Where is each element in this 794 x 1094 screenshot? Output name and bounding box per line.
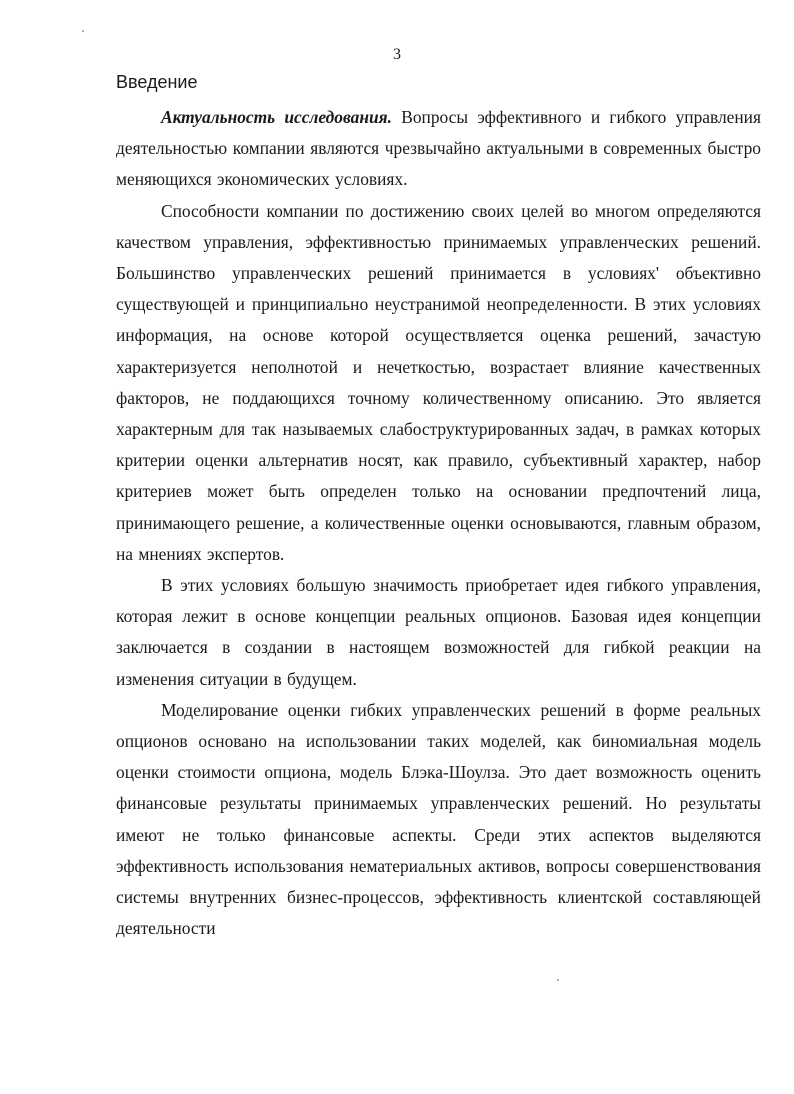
paragraph-relevance — [116, 102, 761, 196]
page-number: 3 — [393, 46, 401, 63]
scan-speck — [82, 30, 84, 32]
paragraph-text: Вопросы эффективного и гибкого управления деятельностью компании являются чрезвычайно актуальными в современных быстро меняющихся экономических условиях. — [116, 107, 761, 190]
body-text — [116, 102, 761, 944]
scan-speck — [557, 979, 559, 981]
section-heading: Введение — [116, 72, 198, 92]
paragraph-lead: Актуальность исследования. — [161, 107, 392, 127]
paragraph-uncertainty: Способности компании по достижению своих целей во многом определяются качеством управления, эффективностью принимаемых управленческих решений. Большинство управленческих решений принимается в условиях' объективно существующей и принципиально неустранимой неопределенности. В этих условиях информация, на основе которой осуществляется оценка решений, зачастую характеризуется неполнотой и нечеткостью, возрастает влияние качественных факторов, не поддающихся точному количественному описанию. Это является характерным для так называемых слабоструктурированных задач, в рамках которых критерии оценки альтернатив носят, как правило, субъективный характер, набор критериев может быть определен только на основании предпочтений лица, принимающего решение, а количественные оценки основываются, главным образом, на мнениях экспертов. — [116, 200, 761, 564]
paragraph-flexible-management: В этих условиях большую значимость приобретает идея гибкого управления, которая лежит в основе концепции реальных опционов. Базовая идея концепции заключается в создании в настоящем возможностей для гибкой реакции на изменения ситуации в будущем. — [116, 575, 761, 689]
paragraph-modeling: Моделирование оценки гибких управленческих решений в форме реальных опционов основано на использовании таких моделей, как биномиальная модель оценки стоимости опциона, модель Блэка-Шоулза. Это дает возможность оценить финансовые результаты принимаемых управленческих решений. Но результаты имеют не только финансовые аспекты. Среди этих аспектов выделяются эффективность использования нематериальных активов, вопросы совершенствования системы внутренних бизнес-процессов, эффективность клиентской составляющей деятельности — [116, 699, 761, 939]
